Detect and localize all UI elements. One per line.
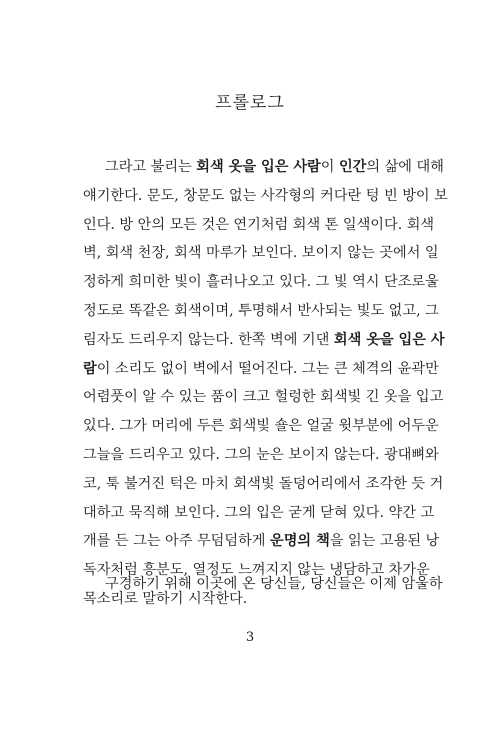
text-line: [83, 470, 444, 499]
text-line: [83, 412, 439, 441]
text-run: 정하게 희미한 빛이 흘러나오고 있다. 그 빛 역시 단조로울: [83, 274, 439, 291]
emphasis-text: 운명의 책: [270, 533, 330, 550]
text-run: 목소리로 말하기 시작한다.: [83, 590, 248, 607]
emphasis-text: 회색 옷을 입은 사람: [196, 159, 321, 175]
text-line: [83, 355, 439, 384]
text-line: [83, 441, 439, 470]
text-line: [83, 182, 448, 211]
emphasis-text: 람: [83, 360, 97, 377]
page-title: 프롤로그: [215, 93, 285, 113]
text-run: 이: [320, 159, 339, 175]
text-run: 그라고 불리는: [105, 159, 197, 175]
paragraph-1: [83, 153, 448, 614]
text-run: 어렴풋이 알 수 있는 품이 크고 헐렁한 회색빛 긴 옷을 입고: [83, 389, 444, 406]
text-run: 얘기한다. 문도, 창문도 없는 사각형의 커다란 텅 빈 방이 보: [83, 187, 448, 204]
text-run: 개를 든 그는 아주 무덤덤하게: [83, 533, 271, 550]
text-run: 을 읽는 고용된 낭: [329, 533, 440, 550]
text-line: [83, 383, 444, 412]
text-run: 코, 툭 불거진 턱은 마치 회색빛 돌덩어리에서 조각한 듯 거: [83, 475, 444, 492]
text-run: 구경하기 위해 이곳에 온 당신들, 당신들은 이제 암울하: [105, 576, 443, 592]
text-run: 독자처럼 흥분도, 열정도 느껴지지 않는 냉담하고 차가운: [83, 562, 430, 579]
text-run: 대하고 묵직해 보인다. 그의 입은 굳게 닫혀 있다. 약간 고: [83, 504, 435, 521]
emphasis-text: 인간: [338, 159, 367, 175]
text-line: [83, 239, 439, 268]
text-run: 정도로 똑같은 회색이며, 투명해서 반사되는 빛도 없고, 그: [83, 302, 439, 319]
paragraph-2: [83, 570, 443, 599]
text-run: 벽, 회색 천장, 회색 마루가 보인다. 보이지 않는 곳에서 일: [83, 245, 439, 262]
text-line: [83, 499, 435, 528]
text-line: [83, 153, 444, 182]
text-line: [83, 326, 445, 355]
text-line: [83, 268, 439, 297]
text-run: 인다. 방 안의 모든 것은 연기처럼 회색 톤 일색이다. 회색: [83, 216, 435, 233]
text-run: 이 소리도 없이 벽에서 떨어진다. 그는 큰 체격의 윤곽만: [96, 360, 439, 377]
emphasis-text: 회색 옷을 입은 사: [333, 331, 445, 348]
text-run: 있다. 그가 머리에 두른 회색빛 숄은 얼굴 윗부분에 어두운: [83, 418, 439, 435]
text-line: [83, 527, 440, 556]
text-run: 의 삶에 대해: [366, 159, 444, 175]
text-line: [83, 570, 443, 599]
page-number: 3: [245, 630, 255, 645]
text-run: 그늘을 드리우고 있다. 그의 눈은 보이지 않는다. 광대뼈와: [83, 446, 439, 463]
text-line: [83, 297, 439, 326]
text-line: [83, 211, 435, 240]
text-run: 림자도 드리우지 않는다. 한쪽 벽에 기댄: [83, 331, 334, 348]
